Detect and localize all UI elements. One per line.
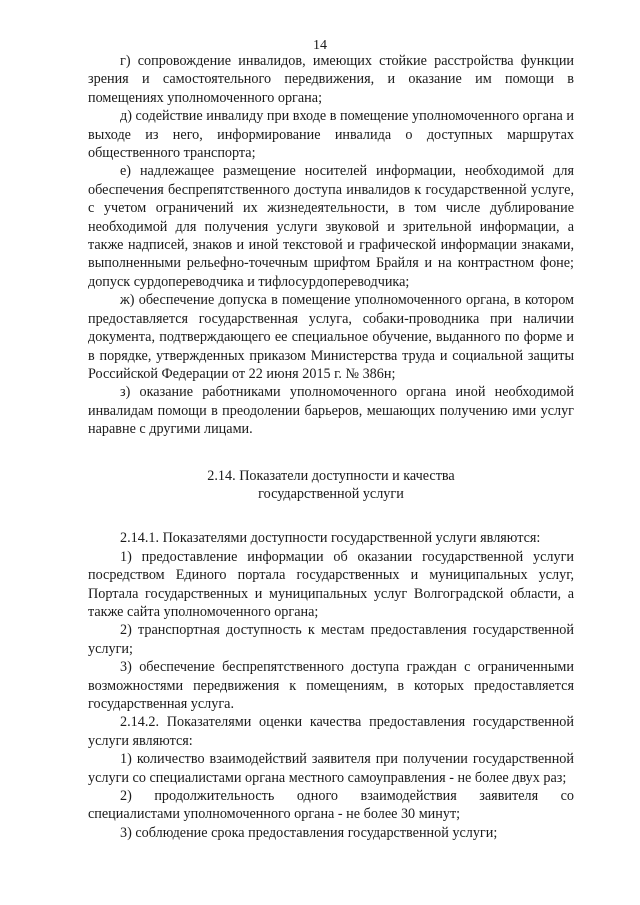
- paragraph: ж) обеспечение допуска в помещение уполномоченного органа, в котором предоставляется государственная услуга, собаки-проводника при наличии документа, подтверждающего ее специальное обучение, выданного по форме и в порядке, утвержденных приказом Министерства труда и социальной защиты Российской Федерации от 22 июня 2015 г. № 386н;: [88, 292, 574, 382]
- paragraph: 3) соблюдение срока предоставления государственной услуги;: [120, 824, 498, 841]
- section-heading: [88, 467, 574, 504]
- paragraph: е) надлежащее размещение носителей информации, необходимой для обеспечения беспрепятственного доступа инвалидов к государственной услуге, с учетом ограничений их жизнедеятельности, в том числе дублирование необходимой для получения услуги звуковой и зрительной информации, а также надписей, знаков и иной текстовой и графической информации знаками, выполненными рельефно-точечным шрифтом Брайля и на контрастном фоне; допуск сурдопереводчика и тифлосурдопереводчика;: [88, 163, 574, 290]
- page-number: 14: [313, 38, 327, 53]
- paragraph: 3) обеспечение беспрепятственного доступа граждан с ограниченными возможностями передвижения к помещениям, в которых предоставляется государственная услуга.: [88, 659, 574, 712]
- paragraph: г) сопровождение инвалидов, имеющих стойкие расстройства функции зрения и самостоятельного передвижения, и оказание им помощи в помещениях уполномоченного органа;: [88, 53, 574, 106]
- section-heading-line: 2.14. Показатели доступности и качества: [207, 467, 455, 484]
- paragraph: 2) продолжительность одного взаимодействия заявителя со специалистами уполномоченного органа - не более 30 минут;: [88, 788, 574, 823]
- paragraph: 2) транспортная доступность к местам предоставления государственной услуги;: [88, 622, 574, 657]
- paragraph: д) содействие инвалиду при входе в помещение уполномоченного органа и выходе из него, информирование инвалида о доступных маршрутах общественного транспорта;: [88, 108, 574, 162]
- paragraph: 1) предоставление информации об оказании государственной услуги посредством Единого портала государственных и муниципальных услуг, Портала государственных и муниципальных услуг Волгоградской области, а также сайта уполномоченного органа;: [88, 548, 574, 620]
- paragraph: 1) количество взаимодействий заявителя при получении государственной услуги со специалистами органа местного самоуправления - не более двух раз;: [88, 751, 574, 786]
- paragraph: 2.14.1. Показателями доступности государственной услуги являются:: [120, 530, 541, 547]
- paragraph: з) оказание работниками уполномоченного органа иной необходимой инвалидам помощи в преодолении барьеров, мешающих получению ими услуг наравне с другими лицами.: [88, 384, 574, 438]
- section-heading-line: государственной услуги: [258, 485, 404, 502]
- paragraph: 2.14.2. Показателями оценки качества предоставления государственной услуги являются:: [88, 714, 574, 749]
- document-body: [88, 52, 574, 842]
